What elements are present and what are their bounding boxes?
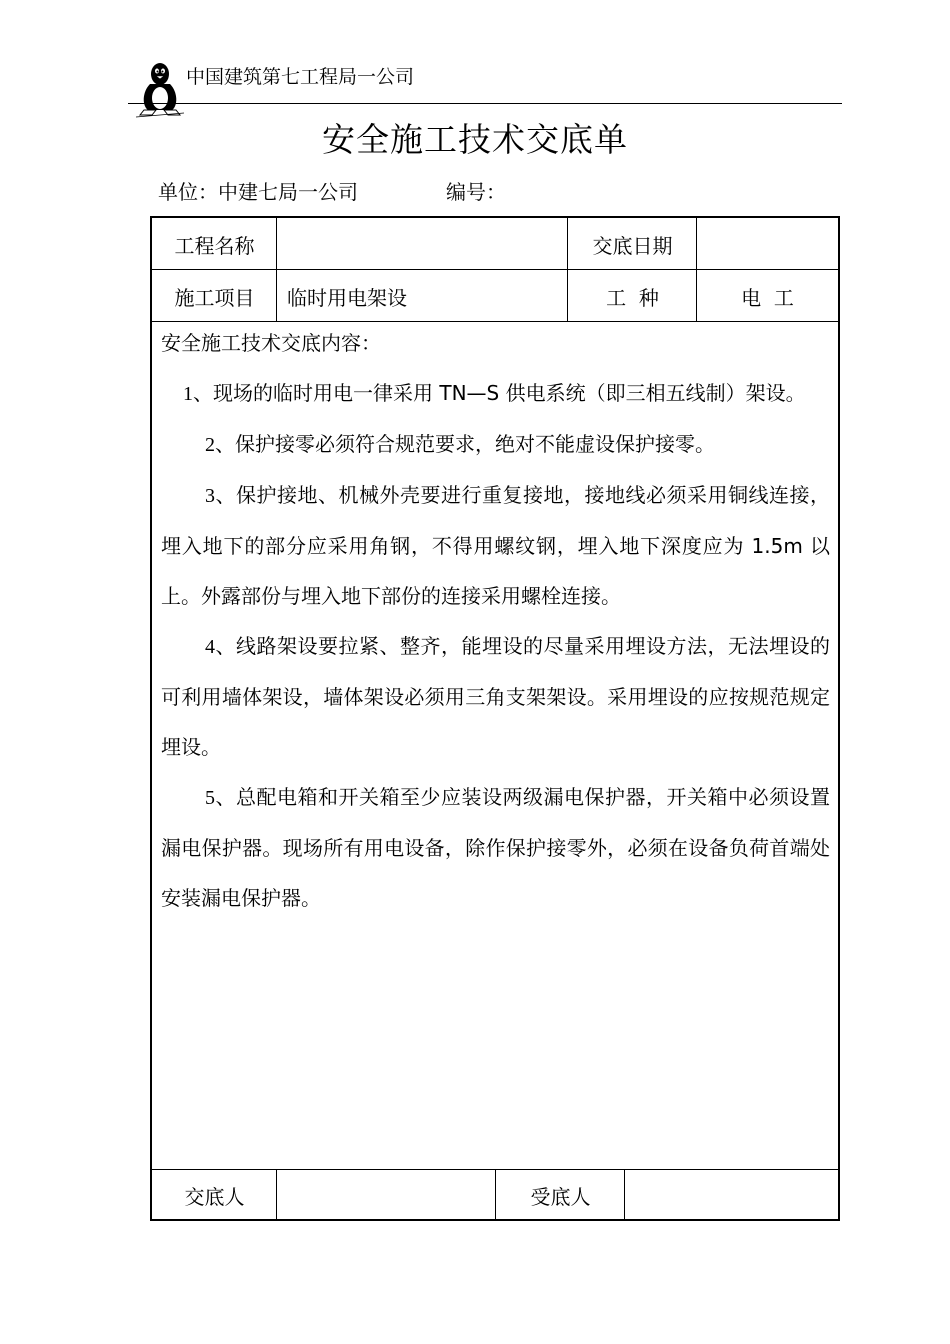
project-name-field[interactable] [277,218,568,270]
content-paragraph [161,368,830,419]
paragraph-text: 、总配电箱和开关箱至少应装设两级漏电保护器，开关箱中必须设置漏电保护器。现场所有用电设备，除作保护接零外，必须在设备负荷首端处安装漏电保护器。 [161,785,830,910]
document-title: 安全施工技术交底单 [322,120,628,159]
content-paragraph [161,772,830,923]
paragraph-number: 1 [183,383,193,405]
disclosure-date-label: 交底日期 [592,233,673,258]
trade-value: 电 工 [741,285,794,310]
header-divider [128,103,842,104]
column-divider [696,218,697,322]
giver-label: 交底人 [184,1185,245,1209]
content-paragraph [161,470,830,621]
paragraph-text: 、线路架设要拉紧、整齐，能埋设的尽量采用埋设方法，无法埋设的可利用墙体架设，墙体架设必须用三角支架架设。采用埋设的应按规范规定埋设。 [161,634,830,759]
content-heading: 安全施工技术交底内容： [161,331,381,355]
paragraph-number: 2 [205,434,215,456]
paragraph-number: 5 [205,787,215,809]
paragraph-text: 、保护接零必须符合规范要求，绝对不能虚设保护接零。 [215,432,715,456]
disclosure-form-table [150,216,840,1221]
construction-item-label: 施工项目 [174,285,255,310]
row-divider [152,269,838,270]
column-divider [567,218,568,322]
penguin-icon [134,60,186,118]
paragraph-text: 、现场的临时用电一律采用 TN—S 供电系统（即三相五线制）架设。 [193,381,806,405]
receiver-field[interactable] [625,1170,838,1221]
content-paragraph [161,621,830,772]
document-number-label: 编号： [446,180,506,204]
disclosure-date-field[interactable] [697,218,838,270]
trade-label: 工 种 [606,285,659,310]
paragraph-number: 3 [205,485,215,507]
construction-item-value: 临时用电架设 [287,285,407,310]
company-name: 中国建筑第七工程局一公司 [186,66,415,88]
paragraph-text: 、保护接地、机械外壳要进行重复接地，接地线必须采用铜线连接，埋入地下的部分应采用角钢，不得用螺纹钢，埋入地下深度应为 1.5m 以上。外露部份与埋入地下部份的连接采用螺栓连接。 [161,483,830,608]
paragraph-number: 4 [205,636,215,658]
column-divider [276,218,277,322]
content-paragraph [161,419,830,470]
disclosure-content [161,326,830,923]
project-name-label: 工程名称 [174,233,255,258]
unit-label: 单位：中建七局一公司 [158,180,358,204]
receiver-label: 受底人 [530,1185,591,1209]
giver-field[interactable] [277,1170,496,1221]
